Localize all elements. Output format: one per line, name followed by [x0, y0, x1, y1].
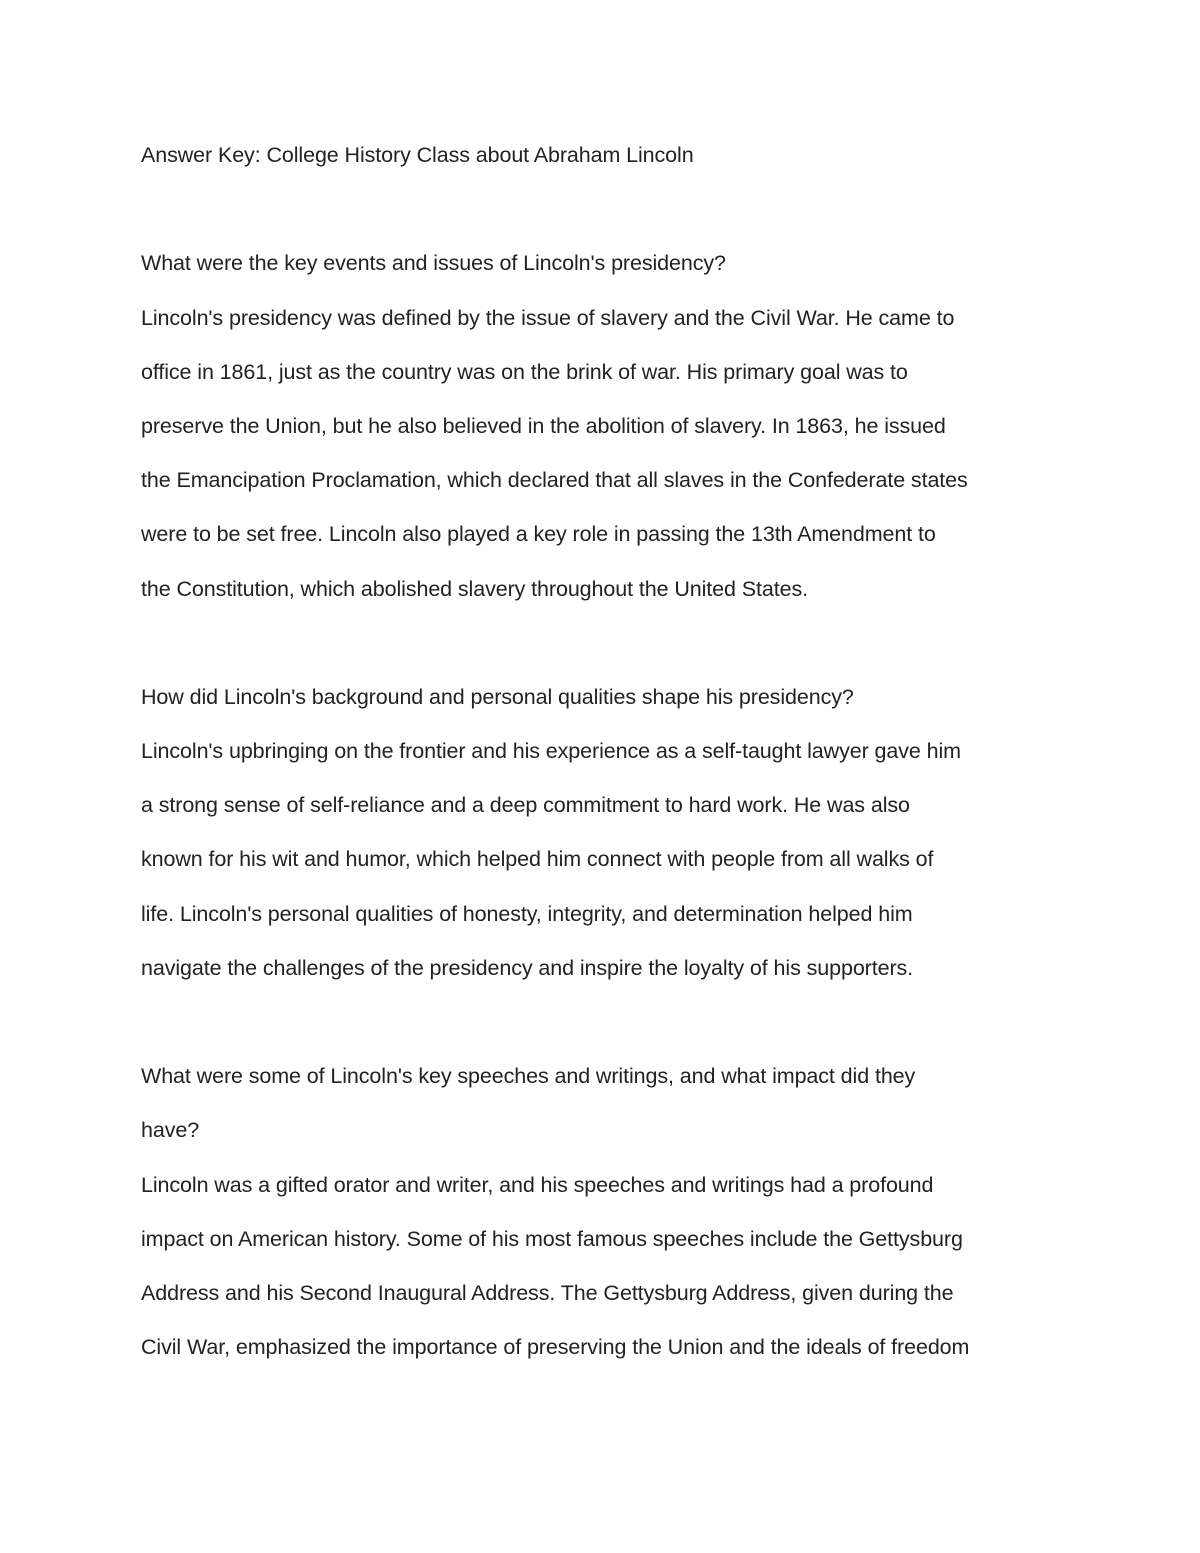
answer-line: known for his wit and humor, which helped him connect with people from all walks of	[141, 847, 934, 872]
answer-line: were to be set free. Lincoln also played a key role in passing the 13th Amendment to	[141, 522, 936, 547]
question-line: How did Lincoln's background and personal qualities shape his presidency?	[141, 684, 854, 709]
answer-line: Address and his Second Inaugural Address. The Gettysburg Address, given during the	[141, 1280, 954, 1305]
answer-line: preserve the Union, but he also believed in the abolition of slavery. In 1863, he issued	[141, 413, 946, 438]
answer-line: office in 1861, just as the country was on the brink of war. His primary goal was to	[141, 359, 908, 384]
answer-line: impact on American history. Some of his most famous speeches include the Gettysburg	[141, 1226, 963, 1251]
answer-line: navigate the challenges of the presidency and inspire the loyalty of his supporters.	[141, 955, 914, 980]
answer-line: life. Lincoln's personal qualities of honesty, integrity, and determination helped him	[141, 901, 913, 926]
answer-line: Lincoln's upbringing on the frontier and his experience as a self-taught lawyer gave him	[141, 739, 961, 764]
spacer	[141, 995, 1081, 1049]
answer-line: the Constitution, which abolished slavery throughout the United States.	[141, 576, 808, 601]
question-line: What were the key events and issues of Lincoln's presidency?	[141, 251, 726, 276]
answer-line: the Emancipation Proclamation, which declared that all slaves in the Confederate states	[141, 468, 968, 493]
answer-line: Lincoln's presidency was defined by the issue of slavery and the Civil War. He came to	[141, 305, 955, 330]
answer-line: a strong sense of self-reliance and a deep commitment to hard work. He was also	[141, 793, 910, 818]
question-line: have?	[141, 1118, 200, 1143]
spacer	[141, 616, 1081, 670]
answer-line: Civil War, emphasized the importance of preserving the Union and the ideals of freedom	[141, 1335, 970, 1360]
answer-line: Lincoln was a gifted orator and writer, and his speeches and writings had a profound	[141, 1172, 934, 1197]
document-body	[141, 128, 1081, 1374]
spacer	[141, 182, 1081, 236]
question-line: What were some of Lincoln's key speeches and writings, and what impact did they	[141, 1064, 916, 1089]
document-title: Answer Key: College History Class about Abraham Lincoln	[141, 143, 694, 167]
